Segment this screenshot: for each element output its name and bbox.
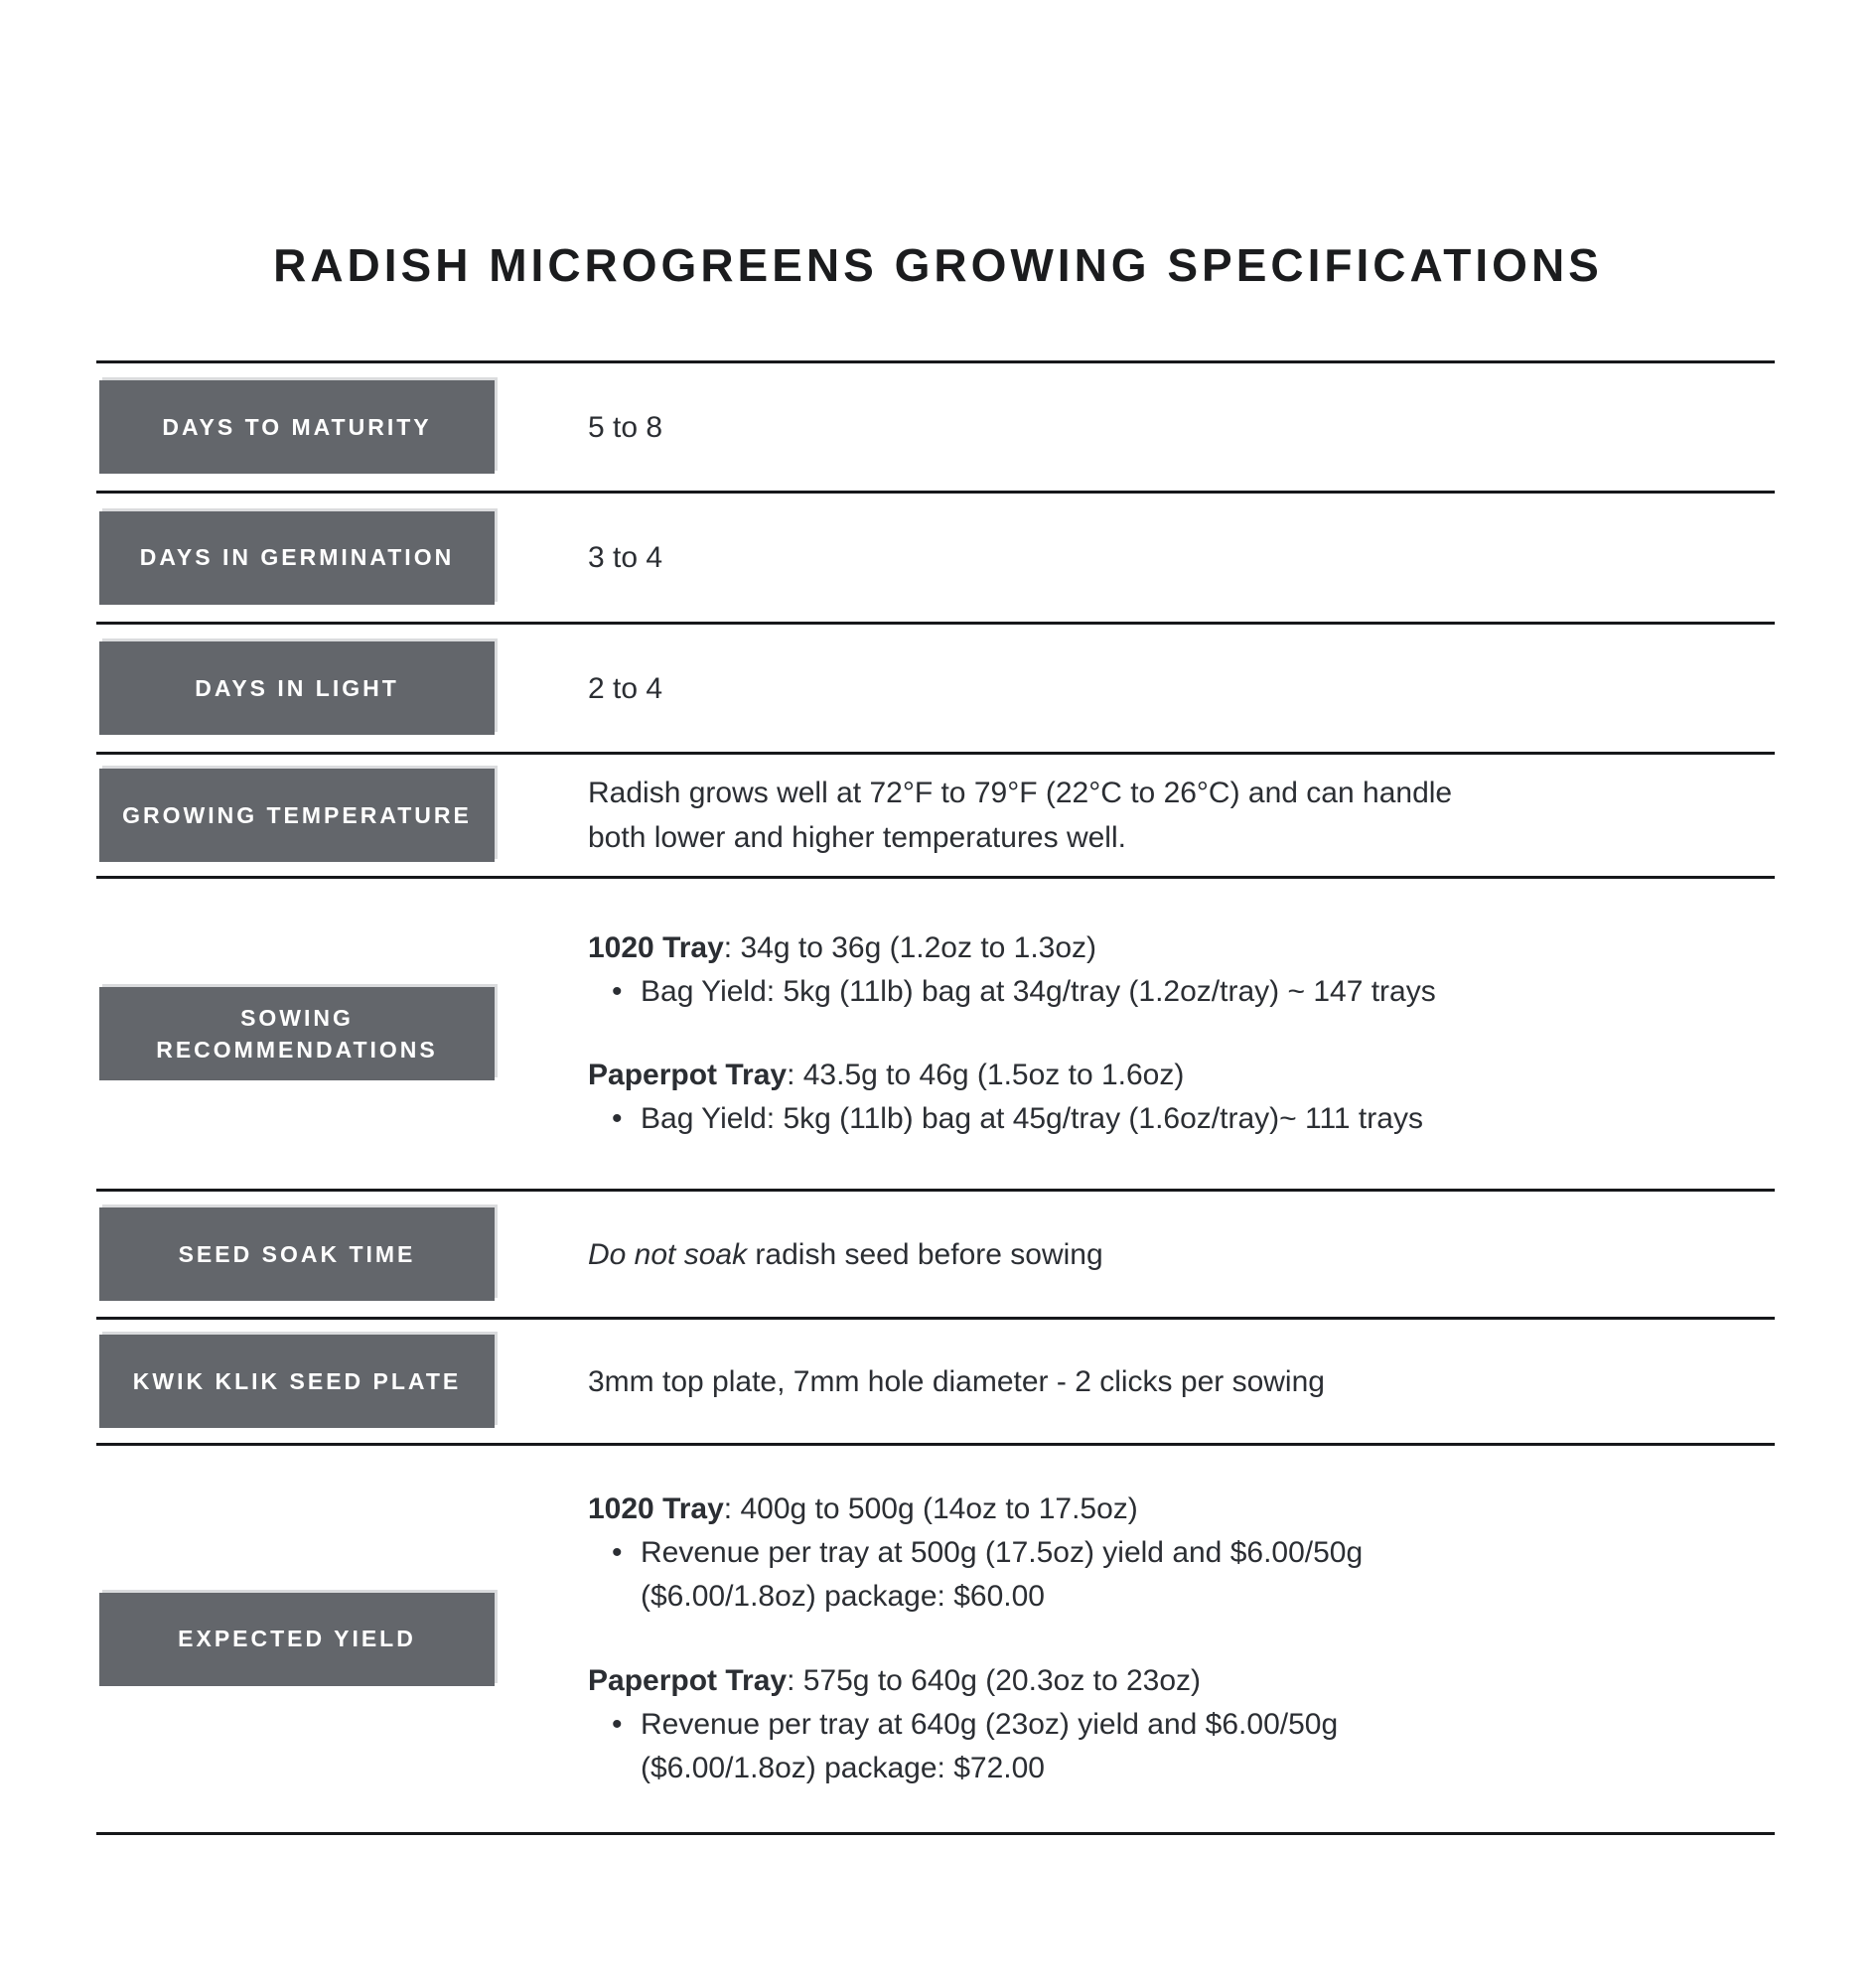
yield-paperpot-bullets (588, 1703, 1363, 1790)
days-to-maturity-label: DAYS TO MATURITY (162, 413, 432, 440)
yield-paperpot-bullet-line-2: ($6.00/1.8oz) package: $72.00 (641, 1751, 1045, 1784)
growing-temperature-line-2: both lower and higher temperatures well. (588, 821, 1126, 854)
growing-temperature-line-1: Radish grows well at 72°F to 79°F (22°C to 26°C) and can handle (588, 777, 1453, 809)
yield-group-1020-tray (588, 1488, 1363, 1619)
days-in-light-label: DAYS IN LIGHT (195, 674, 399, 701)
row-sowing-recommendations (96, 876, 1775, 1189)
row-kwik-klik-seed-plate (96, 1317, 1775, 1443)
sowing-1020-bullet (588, 970, 1436, 1014)
days-in-light-label-box (99, 641, 495, 735)
yield-paperpot-bullet-line-1: • Revenue per tray at 640g (23oz) yield and $6.00/50g (641, 1707, 1339, 1741)
seed-soak-time-value (588, 1232, 1103, 1277)
growing-temperature-label-box (99, 769, 495, 862)
kwik-klik-seed-plate-label-box (99, 1335, 495, 1428)
sowing-recommendations-label-box (99, 987, 495, 1080)
expected-yield-label: EXPECTED YIELD (178, 1626, 416, 1652)
yield-1020-bullets (588, 1531, 1363, 1619)
row-seed-soak-time (96, 1189, 1775, 1317)
yield-group-paperpot-tray (588, 1659, 1363, 1790)
row-growing-temperature (96, 752, 1775, 876)
yield-1020-heading-rest: : 400g to 500g (14oz to 17.5oz) (723, 1492, 1138, 1526)
sowing-recommendations-label: SOWING RECOMMENDATIONS (156, 1004, 438, 1063)
sowing-group-1020-tray (588, 926, 1436, 1014)
sowing-paperpot-heading-bold: Paperpot Tray (588, 1059, 788, 1091)
sowing-recommendations-value (588, 926, 1436, 1141)
sowing-paperpot-bullets (588, 1097, 1436, 1141)
sowing-1020-bullet-line: • Bag Yield: 5kg (11lb) bag at 34g/tray (1.2oz/tray) ~ 147 trays (641, 974, 1436, 1008)
spec-table (96, 360, 1775, 1835)
sowing-group-paperpot-tray (588, 1054, 1436, 1141)
row-days-in-light (96, 622, 1775, 752)
yield-1020-bullet-line-1: • Revenue per tray at 500g (17.5oz) yield and $6.00/50g (641, 1536, 1364, 1570)
days-to-maturity-value: 5 to 8 (588, 410, 663, 444)
expected-yield-value (588, 1488, 1363, 1790)
seed-soak-time-italic: Do not soak (588, 1237, 748, 1271)
seed-soak-time-label-box (99, 1207, 495, 1301)
days-in-germination-label-box (99, 511, 495, 605)
yield-paperpot-heading (588, 1659, 1363, 1703)
growing-temperature-value (588, 771, 1452, 860)
yield-paperpot-heading-bold: Paperpot Tray (588, 1663, 788, 1697)
days-in-light-value: 2 to 4 (588, 671, 663, 705)
expected-yield-label-box (99, 1593, 495, 1686)
row-days-to-maturity (96, 360, 1775, 491)
yield-1020-bullet-line-2: ($6.00/1.8oz) package: $60.00 (641, 1580, 1045, 1614)
sowing-1020-bullets (588, 970, 1436, 1014)
yield-paperpot-bullet (588, 1703, 1363, 1790)
row-days-in-germination (96, 491, 1775, 622)
yield-1020-heading-bold: 1020 Tray (588, 1492, 724, 1526)
seed-soak-time-rest: radish seed before sowing (747, 1237, 1103, 1271)
sowing-paperpot-heading-rest: : 43.5g to 46g (1.5oz to 1.6oz) (787, 1059, 1185, 1091)
sowing-1020-heading-bold: 1020 Tray (588, 930, 724, 964)
yield-1020-bullet (588, 1531, 1363, 1619)
row-expected-yield (96, 1443, 1775, 1832)
document-title: RADISH MICROGREENS GROWING SPECIFICATIONS (273, 239, 1603, 291)
growing-temperature-label: GROWING TEMPERATURE (122, 801, 472, 828)
yield-1020-heading (588, 1488, 1363, 1531)
sowing-paperpot-bullet (588, 1097, 1436, 1141)
days-to-maturity-label-box (99, 380, 495, 474)
seed-soak-time-label: SEED SOAK TIME (178, 1240, 416, 1267)
sowing-1020-heading-rest: : 34g to 36g (1.2oz to 1.3oz) (723, 930, 1097, 964)
yield-paperpot-heading-rest: : 575g to 640g (20.3oz to 23oz) (787, 1663, 1202, 1697)
days-in-germination-label: DAYS IN GERMINATION (139, 544, 455, 571)
sowing-paperpot-bullet-line: • Bag Yield: 5kg (11lb) bag at 45g/tray (1.6oz/tray)~ 111 trays (641, 1102, 1423, 1136)
days-in-germination-value: 3 to 4 (588, 541, 663, 574)
kwik-klik-seed-plate-label: KWIK KLIK SEED PLATE (132, 1367, 462, 1394)
sowing-paperpot-heading (588, 1054, 1436, 1097)
kwik-klik-seed-plate-value: 3mm top plate, 7mm hole diameter - 2 clicks per sowing (588, 1364, 1325, 1398)
sowing-1020-heading (588, 926, 1436, 970)
